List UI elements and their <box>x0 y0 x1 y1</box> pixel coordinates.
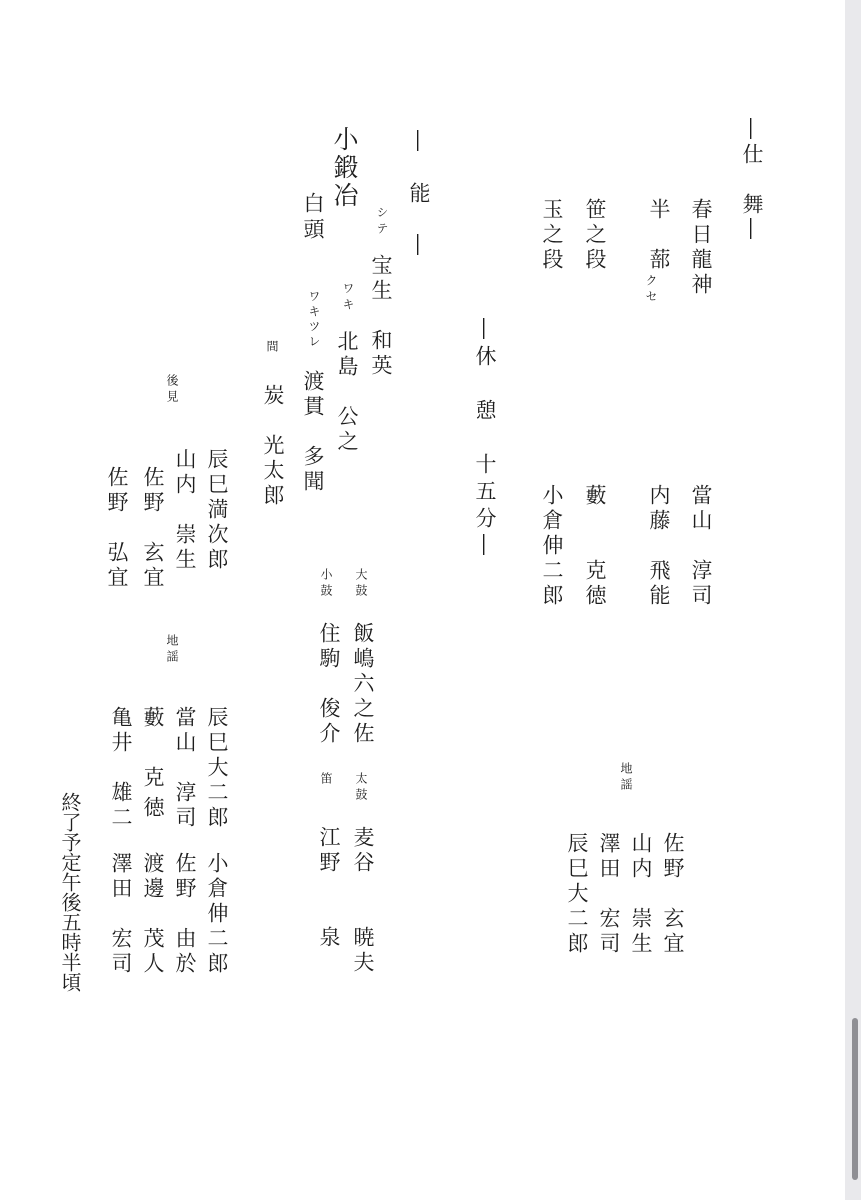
shimai-jiutai-member: 山内 崇生 <box>629 832 653 957</box>
koken-member: 佐野 弘宜 <box>105 466 129 591</box>
noh-title: 小鍛冶 <box>330 126 359 210</box>
shimai-piece-title: 半 蔀 <box>647 198 671 273</box>
shimai-piece-title: 春日龍神 <box>689 198 713 298</box>
shimai-jiutai-label: 地謡 <box>619 762 633 794</box>
cast-role: 間 <box>265 340 279 356</box>
hayashi-role: 小鼓 <box>319 568 333 600</box>
noh-jiutai-member: 當山 淳司 <box>173 706 197 831</box>
cast-name: 北島 公之 <box>335 330 359 455</box>
hayashi-name: 住駒 俊介 <box>317 622 341 747</box>
cast-role: ワキ <box>341 282 355 314</box>
hayashi-name: 江野 泉 <box>317 826 341 951</box>
noh-heading: ― 能 ― <box>407 130 431 260</box>
hayashi-name: 飯嶋六之佐 <box>351 622 375 747</box>
shimai-jiutai-member: 澤田 宏司 <box>597 832 621 957</box>
hayashi-name: 麦谷 暁夫 <box>351 826 375 976</box>
noh-jiutai-member: 小倉伸二郎 <box>205 852 229 977</box>
noh-jiutai-label: 地謡 <box>165 634 179 666</box>
scrollbar-thumb[interactable] <box>852 1018 858 1180</box>
koken-member: 辰巳満次郎 <box>205 448 229 573</box>
shimai-piece-performer: 内藤 飛能 <box>647 484 671 609</box>
noh-jiutai-member: 藪 克徳 <box>141 706 165 826</box>
cast-name: 渡貫 多聞 <box>301 370 325 495</box>
noh-jiutai-member: 澤田 宏司 <box>109 852 133 977</box>
hayashi-role: 笛 <box>319 772 333 788</box>
cast-name: 炭 光太郎 <box>261 384 285 509</box>
noh-jiutai-member: 佐野 由於 <box>173 852 197 977</box>
koken-label: 後見 <box>165 374 179 406</box>
cast-role: シテ <box>375 206 389 238</box>
shimai-heading: ―仕 舞― <box>740 118 764 243</box>
koken-member: 山内 崇生 <box>173 448 197 573</box>
hayashi-role: 太鼓 <box>354 772 368 804</box>
koken-member: 佐野 玄宜 <box>141 466 165 591</box>
break-notice: ―休 憩 十五分― <box>473 318 497 561</box>
shimai-piece-performer: 藪 克徳 <box>583 484 607 609</box>
cast-role: ワキツレ <box>307 290 321 350</box>
end-time-note: 終了予定午後五時半頃 <box>58 792 82 992</box>
shimai-piece-title: 笹之段 <box>583 198 607 273</box>
noh-subtitle: 白頭 <box>301 192 325 244</box>
noh-jiutai-member: 亀井 雄二 <box>109 706 133 831</box>
shimai-jiutai-member: 佐野 玄宜 <box>661 832 685 957</box>
noh-jiutai-member: 辰巳大二郎 <box>205 706 229 831</box>
shimai-piece-performer: 小倉伸二郎 <box>540 484 564 609</box>
noh-jiutai-member: 渡邊 茂人 <box>141 852 165 977</box>
shimai-piece-title: 玉之段 <box>540 198 564 273</box>
shimai-jiutai-member: 辰巳大二郎 <box>565 832 589 957</box>
cast-name: 宝生 和英 <box>369 254 393 379</box>
shimai-piece-performer: 當山 淳司 <box>689 484 713 609</box>
hayashi-role: 大鼓 <box>354 568 368 600</box>
shimai-piece-note: クセ <box>644 274 658 306</box>
